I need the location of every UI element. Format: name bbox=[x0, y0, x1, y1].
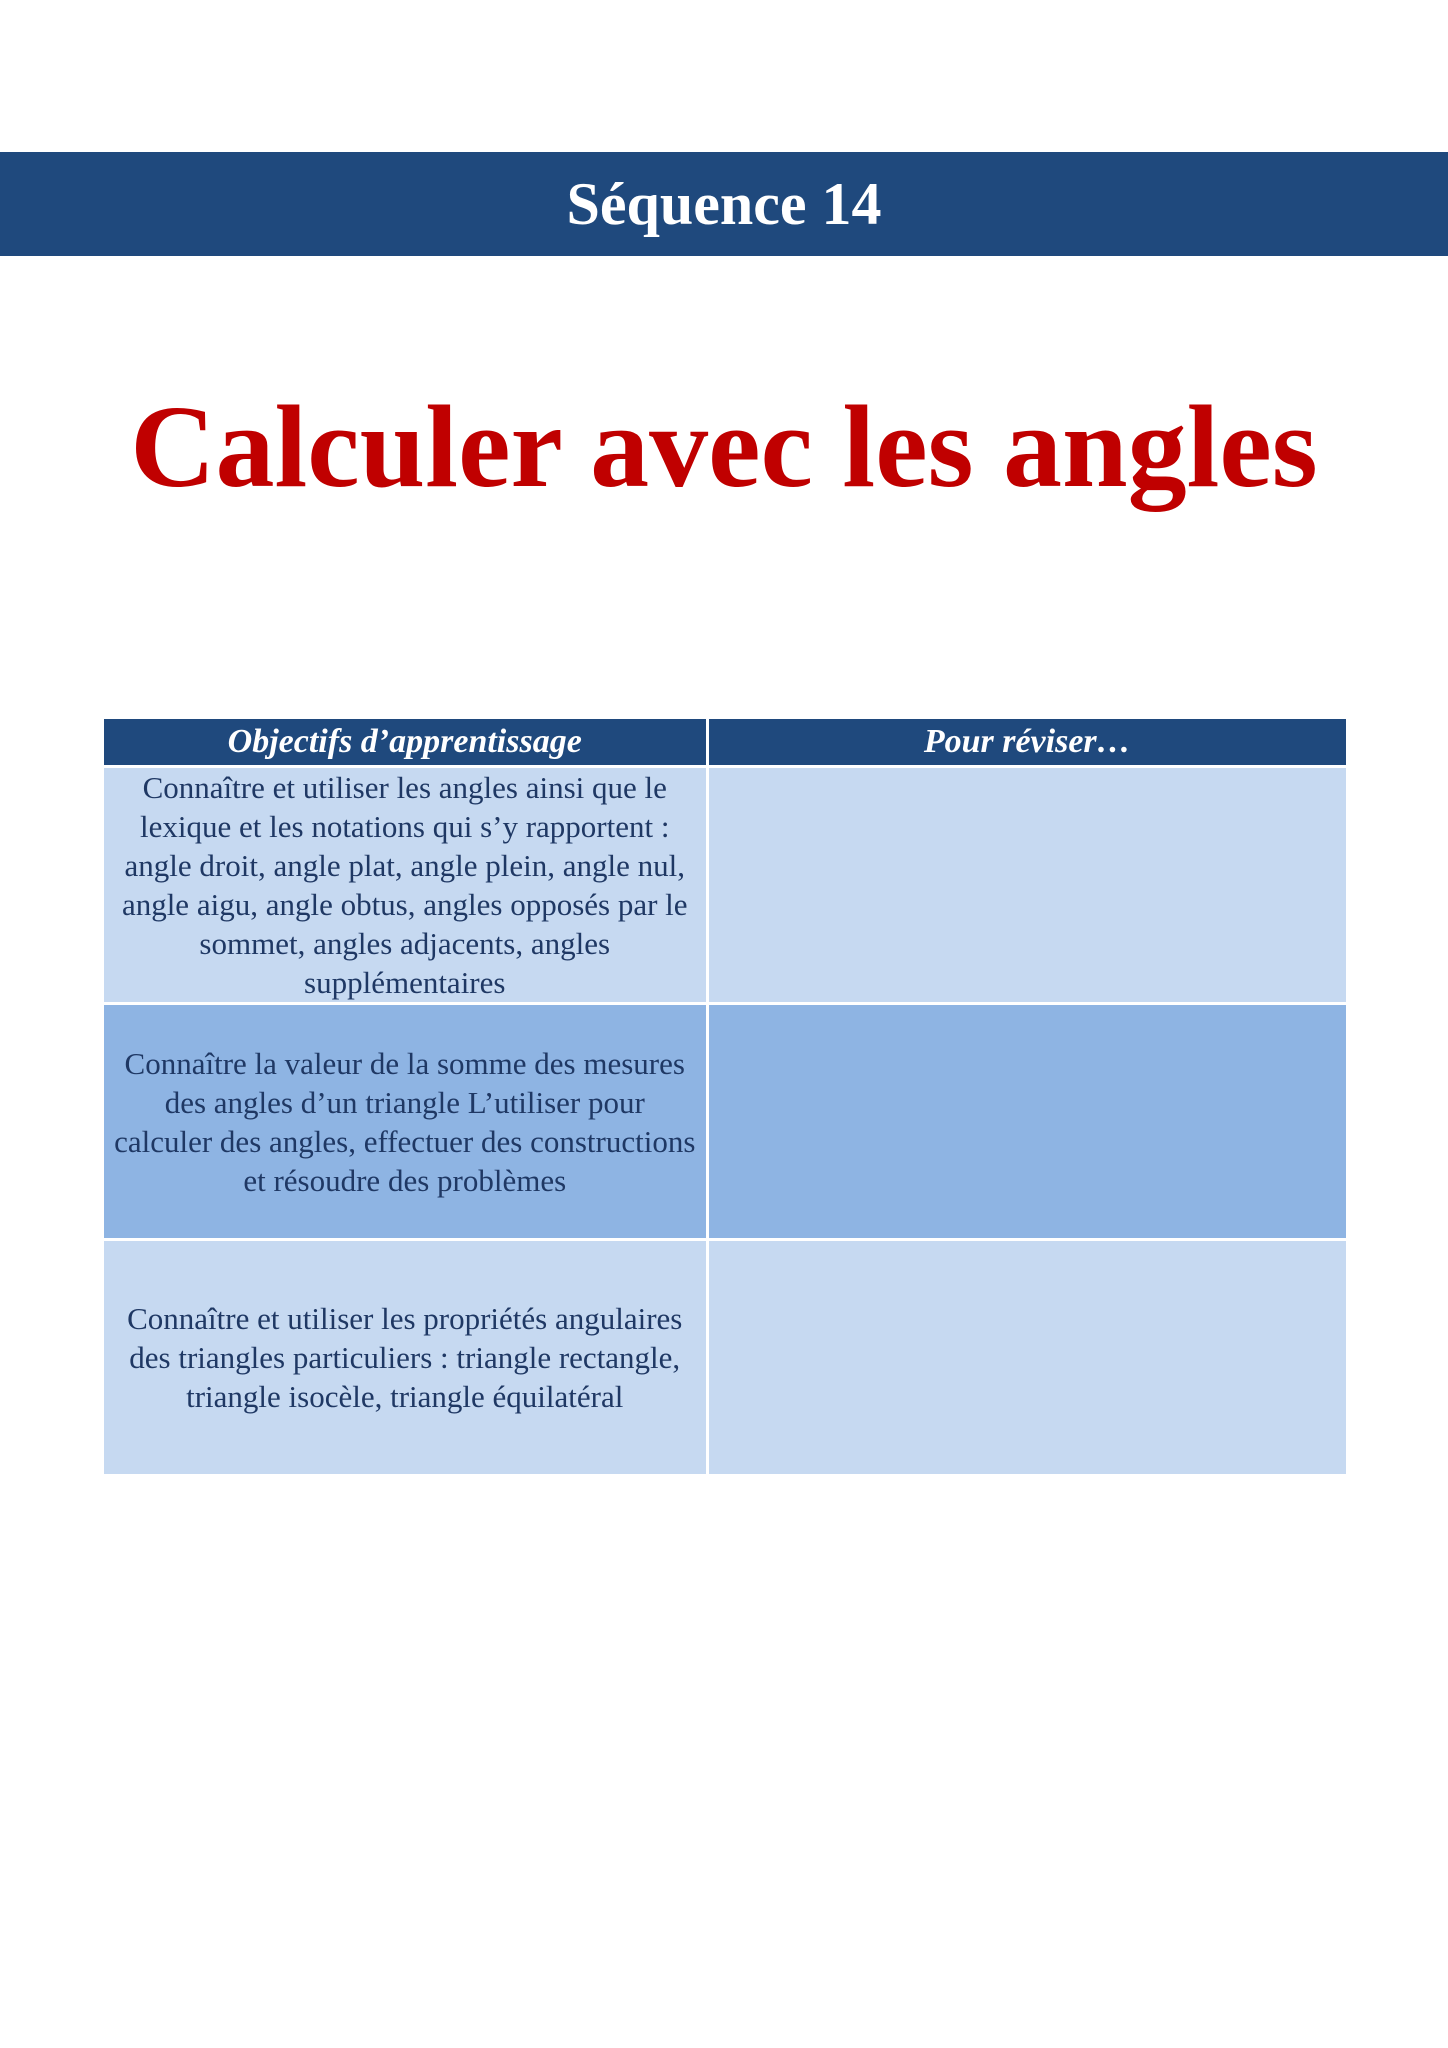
table-header-row bbox=[104, 719, 1346, 767]
column-header-review: Pour réviser… bbox=[707, 719, 1346, 767]
table-row bbox=[104, 1240, 1346, 1475]
sequence-label: Séquence 14 bbox=[566, 171, 882, 237]
objective-cell: Connaître et utiliser les angles ainsi que le lexique et les notations qui s’y rapportent : angle droit, angle plat, angle plein, angle nul, angle aigu, angle obtus, angles opposés par le sommet, angles adjacents, angles supplémentaires bbox=[104, 767, 707, 1004]
objective-cell: Connaître la valeur de la somme des mesures des angles d’un triangle L’utiliser pour calculer des angles, effectuer des constructions et résoudre des problèmes bbox=[104, 1004, 707, 1240]
column-header-objectives: Objectifs d’apprentissage bbox=[104, 719, 707, 767]
review-cell bbox=[707, 767, 1346, 1004]
objective-cell: Connaître et utiliser les propriétés angulaires des triangles particuliers : triangle rectangle, triangle isocèle, triangle équilatéral bbox=[104, 1240, 707, 1475]
page-title: Calculer avec les angles bbox=[130, 381, 1318, 512]
review-cell bbox=[707, 1004, 1346, 1240]
review-cell bbox=[707, 1240, 1346, 1475]
objectives-table bbox=[104, 719, 1346, 1474]
sequence-banner bbox=[0, 152, 1448, 256]
table-row bbox=[104, 1004, 1346, 1240]
table-row bbox=[104, 767, 1346, 1004]
